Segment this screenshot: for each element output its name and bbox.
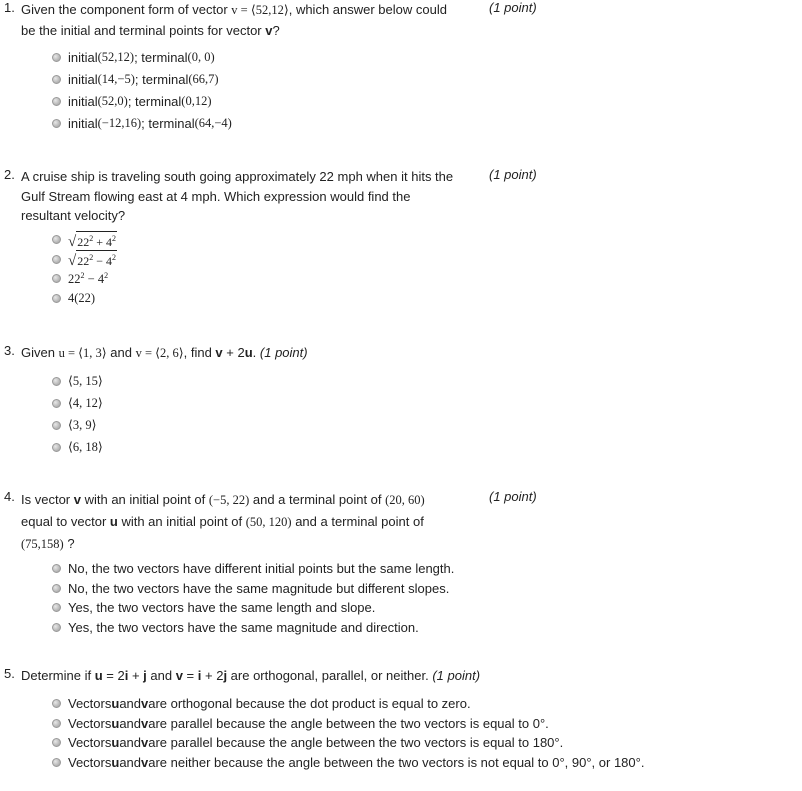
- radio-button[interactable]: [52, 443, 61, 452]
- answer-option[interactable]: No, the two vectors have different initial points but the same length.: [52, 559, 454, 579]
- answer-option[interactable]: ⟨6, 18⟩: [52, 436, 103, 458]
- radio-button[interactable]: [52, 421, 61, 430]
- radio-button[interactable]: [52, 738, 61, 747]
- radio-button[interactable]: [52, 119, 61, 128]
- radio-button[interactable]: [52, 53, 61, 62]
- answer-option[interactable]: No, the two vectors have the same magnitude but different slopes.: [52, 579, 454, 599]
- answer-options: [52, 230, 117, 308]
- answer-option[interactable]: ⟨5, 15⟩: [52, 370, 103, 392]
- point-value: (1 point): [489, 167, 537, 182]
- radio-button[interactable]: [52, 564, 61, 573]
- answer-option[interactable]: [52, 269, 117, 289]
- question-text: A cruise ship is traveling south going approximately 22 mph when it hits the Gulf Stream flowing east at 4 mph. Which expression would find the resultant velocity?: [21, 169, 454, 223]
- question-text: Given the component form of vector v = ⟨52,12⟩, which answer below could be the initial and terminal points for vector v?: [21, 2, 447, 38]
- question-text: Determine if u = 2i + j and v = i + 2j are orthogonal, parallel, or neither. (1 point): [21, 668, 481, 683]
- question-number: 4.: [4, 489, 15, 504]
- question-number: 2.: [4, 167, 15, 182]
- radio-button[interactable]: [52, 97, 61, 106]
- radio-button[interactable]: [52, 399, 61, 408]
- radio-button[interactable]: [52, 274, 61, 283]
- radio-button[interactable]: [52, 758, 61, 767]
- answer-option[interactable]: Vectors u and v are neither because the angle between the two vectors is not equal to 0°, 90°, or 180°.: [52, 753, 644, 773]
- point-value: (1 point): [489, 0, 537, 15]
- answer-options: [52, 370, 103, 458]
- question-text: Given u = ⟨1, 3⟩ and v = ⟨2, 6⟩, find v + 2u. (1 point): [21, 345, 308, 360]
- answer-option[interactable]: [52, 289, 117, 309]
- answer-option[interactable]: Yes, the two vectors have the same magnitude and direction.: [52, 618, 454, 638]
- radio-button[interactable]: [52, 719, 61, 728]
- answer-option[interactable]: initial (52,0) ; terminal (0,12): [52, 90, 232, 112]
- answer-options: [52, 694, 644, 772]
- answer-options: [52, 46, 232, 134]
- radio-button[interactable]: [52, 584, 61, 593]
- sqrt-expression: √ $22^2 - 4^2$: [68, 250, 117, 268]
- question-number: 5.: [4, 666, 15, 681]
- radio-button[interactable]: [52, 255, 61, 264]
- question-text: Is vector v with an initial point of (−5, 22) and a terminal point of (20, 60) equal to vector u with an initial point of (50, 120) and a terminal point of (75,158) ?: [21, 492, 425, 551]
- answer-option[interactable]: ⟨3, 9⟩: [52, 414, 103, 436]
- answer-option[interactable]: Yes, the two vectors have the same length and slope.: [52, 598, 454, 618]
- radio-button[interactable]: [52, 294, 61, 303]
- expression: 4(22): [68, 290, 96, 305]
- point-value: (1 point): [259, 345, 308, 360]
- answer-option[interactable]: Vectors u and v are orthogonal because the dot product is equal to zero.: [52, 694, 644, 714]
- radio-button[interactable]: [52, 235, 61, 244]
- sqrt-expression: √ $22^2 + 4^2$: [68, 231, 117, 249]
- question-number: 3.: [4, 343, 15, 358]
- answer-option[interactable]: initial (14,−5) ; terminal (66,7): [52, 68, 232, 90]
- answer-option[interactable]: Vectors u and v are parallel because the angle between the two vectors is equal to 180°.: [52, 733, 644, 753]
- question-number: 1.: [4, 0, 15, 15]
- radio-button[interactable]: [52, 603, 61, 612]
- point-value: (1 point): [489, 489, 537, 504]
- answer-option[interactable]: ⟨4, 12⟩: [52, 392, 103, 414]
- answer-options: [52, 559, 454, 637]
- answer-option[interactable]: [52, 250, 117, 270]
- radio-button[interactable]: [52, 623, 61, 632]
- answer-option[interactable]: initial (−12,16) ; terminal (64,−4): [52, 112, 232, 134]
- point-value: (1 point): [432, 668, 481, 683]
- answer-option[interactable]: initial (52,12) ; terminal (0, 0): [52, 46, 232, 68]
- expression: $22^2 - 4^2$: [68, 270, 109, 286]
- radio-button[interactable]: [52, 699, 61, 708]
- answer-option[interactable]: [52, 230, 117, 250]
- radio-button[interactable]: [52, 377, 61, 386]
- radio-button[interactable]: [52, 75, 61, 84]
- answer-option[interactable]: Vectors u and v are parallel because the angle between the two vectors is equal to 0°.: [52, 714, 644, 734]
- vector-v-components: v = ⟨52,12⟩: [231, 3, 289, 17]
